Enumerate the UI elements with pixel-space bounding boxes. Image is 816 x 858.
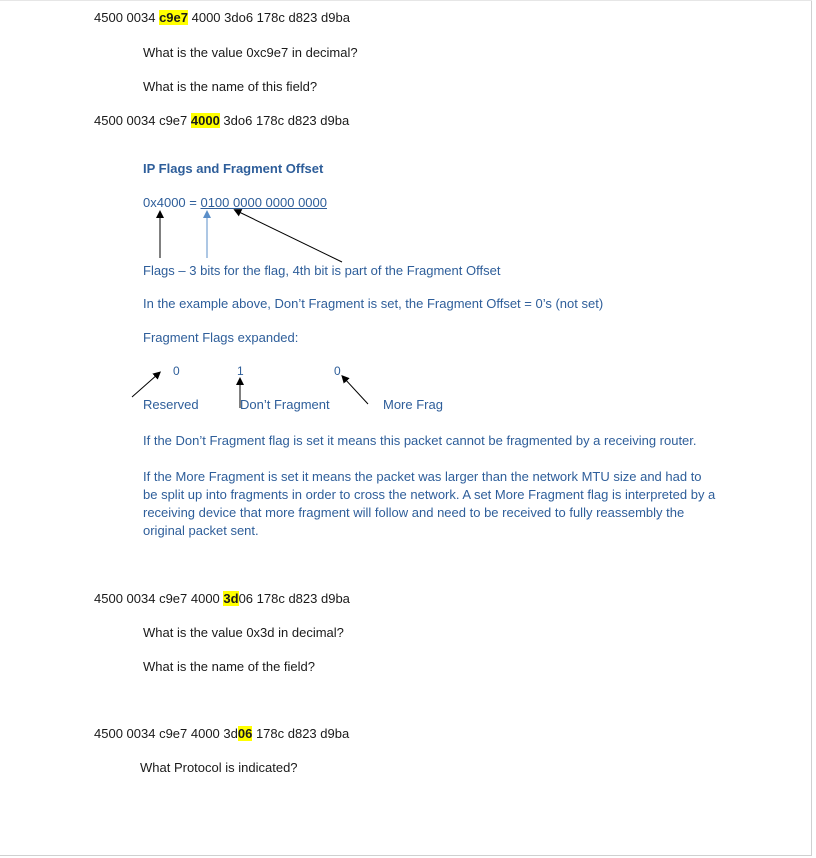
question-5: What Protocol is indicated? <box>140 760 298 775</box>
hex-line-2-before: 4500 0034 c9e7 <box>94 113 191 128</box>
question-3: What is the value 0x3d in decimal? <box>143 625 344 640</box>
binary-value: 0100 0000 0000 0000 <box>200 195 327 210</box>
label-dont-fragment: Don’t Fragment <box>240 397 330 412</box>
bit-value-more-frag: 0 <box>334 364 341 378</box>
bit-value-dont-fragment: 1 <box>237 364 244 378</box>
more-frag-arrow <box>344 378 368 404</box>
bit-value-reserved: 0 <box>173 364 180 378</box>
hex-line-3-highlight: 3d <box>223 591 239 606</box>
more-fragment-paragraph: If the More Fragment is set it means the packet was larger than the network MTU size and had to be split up into fragments in order to cross the network. A set More Fragment flag is interpreted by a receiving device that more fragment will follow and need to be received to fully reassembly the original packet sent. <box>143 469 716 538</box>
question-2: What is the name of this field? <box>143 79 318 94</box>
hex-line-1-after: 4000 3do6 178c d823 d9ba <box>188 10 350 25</box>
hex-line-4 <box>94 726 349 742</box>
fragment-offset-arrow <box>237 211 342 262</box>
hex-line-2-after: 3do6 178c d823 d9ba <box>219 113 350 128</box>
label-reserved: Reserved <box>143 397 199 412</box>
flags-description: Flags – 3 bits for the flag, 4th bit is part of the Fragment Offset <box>143 263 501 278</box>
hex-line-4-highlight: 06 <box>237 726 253 741</box>
hex-line-1-before: 4500 0034 <box>94 10 160 25</box>
flags-heading: IP Flags and Fragment Offset <box>143 161 324 176</box>
fragment-flags-title: Fragment Flags expanded: <box>143 330 299 345</box>
question-1: What is the value 0xc9e7 in decimal? <box>143 45 358 60</box>
hex-line-3-after: 06 178c d823 d9ba <box>238 591 350 606</box>
hex-line-1-highlight: c9e7 <box>159 10 188 25</box>
hex-line-4-before: 4500 0034 c9e7 4000 3d <box>94 726 238 741</box>
hex-line-2-highlight: 4000 <box>190 113 220 128</box>
hex-line-3 <box>94 591 350 607</box>
hex-line-4-after: 178c d823 d9ba <box>252 726 350 741</box>
hex-line-3-before: 4500 0034 c9e7 4000 <box>94 591 224 606</box>
label-more-frag: More Frag <box>383 397 443 412</box>
binary-prefix: 0x4000 = <box>143 195 201 210</box>
example-text: In the example above, Don’t Fragment is set, the Fragment Offset = 0’s (not set) <box>143 296 604 311</box>
question-4: What is the name of the field? <box>143 659 315 674</box>
dont-fragment-paragraph: If the Don’t Fragment flag is set it means this packet cannot be fragmented by a receiving router. <box>143 433 697 448</box>
reserved-arrow <box>132 374 158 397</box>
